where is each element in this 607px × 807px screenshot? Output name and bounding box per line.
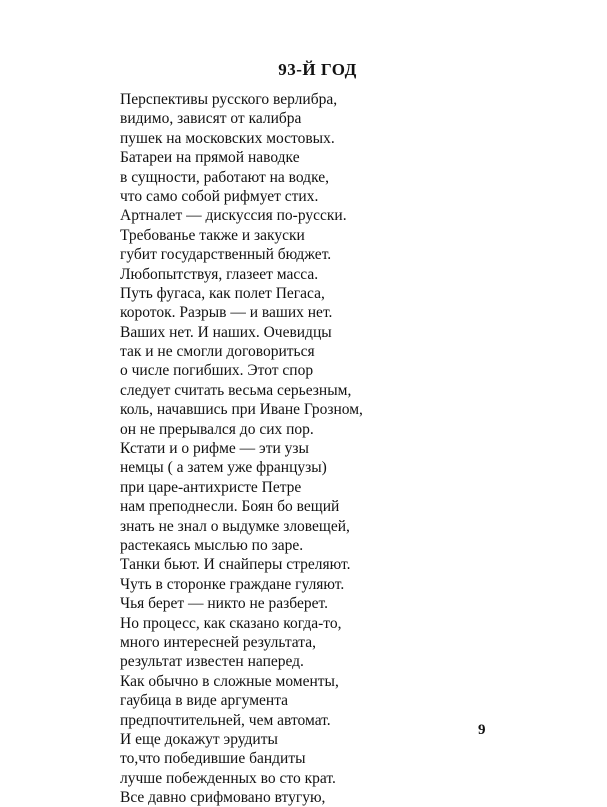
poem-line: Путь фугаса, как полет Пегаса,: [120, 284, 325, 302]
poem-line: Танки бьют. И снайперы стреляют.: [120, 556, 351, 574]
poem-line: пушек на московских мостовых.: [120, 129, 335, 147]
poem-line: результат известен наперед.: [120, 653, 304, 671]
poem-line: знать не знал о выдумке зловещей,: [120, 517, 350, 535]
poem-line: Но процесс, как сказано когда-то,: [120, 614, 342, 632]
poem-line: короток. Разрыв — и ваших нет.: [120, 304, 333, 322]
poem-line: Любопытствуя, глазеет масса.: [120, 265, 319, 283]
poem-line: много интересней результата,: [120, 633, 316, 651]
poem-line: губит государственный бюджет.: [120, 246, 332, 264]
poem-line: Как обычно в сложные моменты,: [120, 672, 339, 690]
poem-line: при царе-антихристе Петре: [120, 478, 302, 496]
poem-line: немцы ( а затем уже французы): [120, 459, 327, 477]
poem-line: видимо, зависят от калибра: [120, 110, 302, 128]
poem-line: Ваших нет. И наших. Очевидцы: [120, 323, 332, 341]
poem-title: 93-Й ГОД: [278, 60, 357, 79]
poem-line: он не прерывался до сих пор.: [120, 420, 314, 438]
poem-line: следует считать весьма серьезным,: [120, 381, 352, 399]
poem-line: Все давно срифмовано втугую,: [120, 789, 326, 807]
poem-line: Кстати и о рифме — эти узы: [120, 440, 309, 458]
poem-line: Чья берет — никто не разберет.: [120, 595, 328, 613]
poem-line: то,что победившие бандиты: [120, 750, 306, 768]
poem-line: Артналет — дискуссия по-русски.: [120, 207, 347, 225]
poem-line: о числе погибших. Этот спор: [120, 362, 314, 380]
poem-line: так и не смогли договориться: [120, 343, 315, 361]
poem-line: нам преподнесли. Боян бо вещий: [120, 498, 340, 516]
poem-line: предпочтительней, чем автомат.: [120, 711, 331, 729]
poem-line: Перспективы русского верлибра,: [120, 91, 338, 108]
poem-line: что само собой рифмует стих.: [120, 187, 319, 205]
poem-line: И еще докажут эрудиты: [120, 730, 278, 748]
poem-body: [120, 90, 420, 807]
poem-line: Батареи на прямой наводке: [120, 149, 300, 167]
poem-line: растекаясь мыслью по заре.: [120, 536, 304, 554]
poem-line: коль, начавшись при Иване Грозном,: [120, 401, 363, 419]
poem-line: Требованье также и закуски: [120, 226, 305, 244]
poem-line: в сущности, работают на водке,: [120, 168, 329, 186]
page-number: 9: [478, 722, 486, 738]
poem-line: Чуть в сторонке граждане гуляют.: [120, 575, 345, 593]
poem-line: лучше побежденных во сто крат.: [120, 769, 336, 787]
poem-line: гаубица в виде аргумента: [120, 692, 289, 710]
